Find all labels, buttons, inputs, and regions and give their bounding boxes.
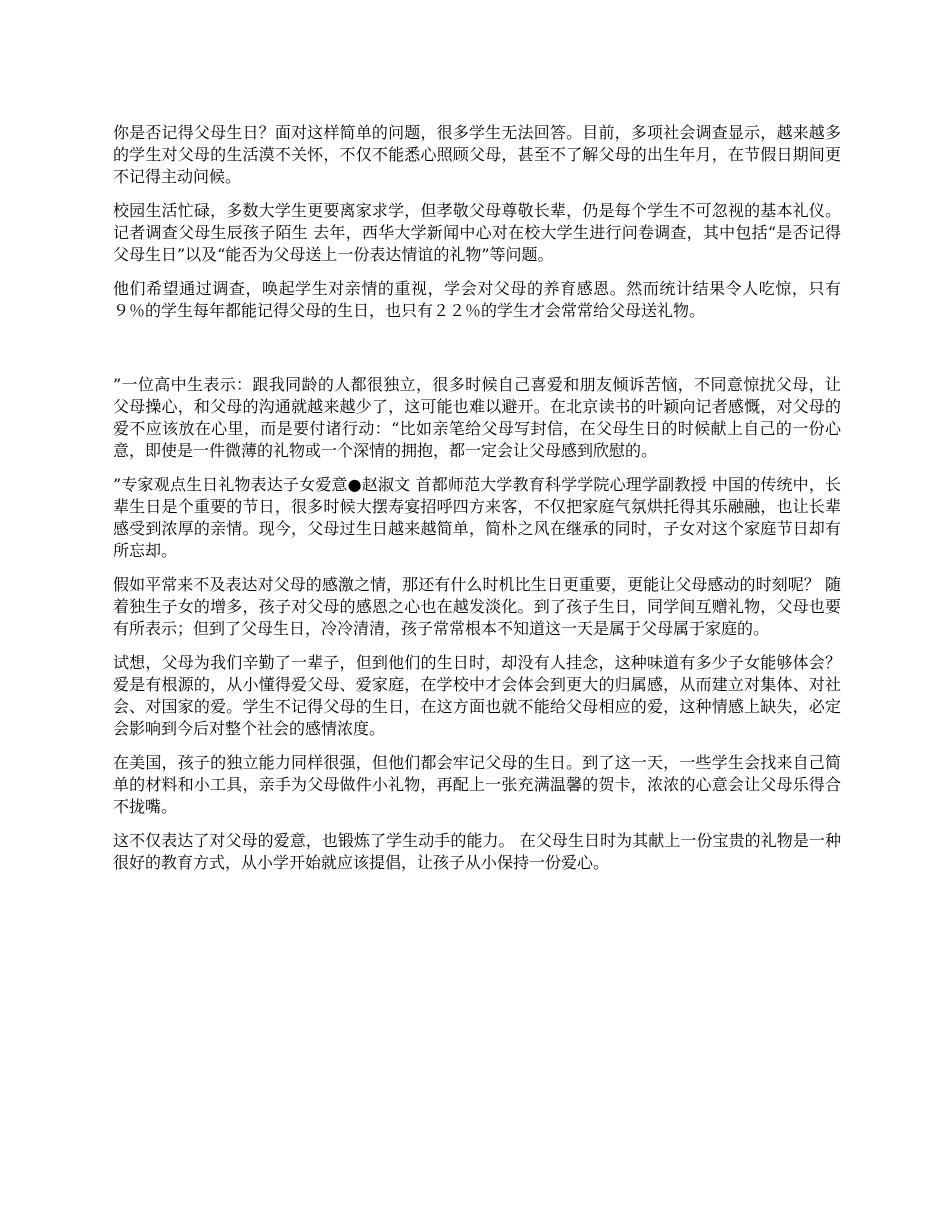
paragraph-2: 校园生活忙碌，多数大学生更要离家求学，但孝敬父母尊敬长辈，仍是每个学生不可忽视的基本礼仪。记者调查父母生辰孩子陌生 去年，西华大学新闻中心对在校大学生进行问卷调查，其中包括“是否记得父母生日”以及“能否为父母送上一份表达情谊的礼物”等问题。 xyxy=(113,201,841,264)
paragraph-8: 在美国，孩子的独立能力同样很强，但他们都会牢记父母的生日。到了这一天，一些学生会找来自己简单的材料和小工具，亲手为父母做件小礼物，再配上一张充满温馨的贺卡，浓浓的心意会让父母乐得合不拢嘴。 xyxy=(113,753,841,816)
paragraph-4: ”一位高中生表示：跟我同龄的人都很独立，很多时候自己喜爱和朋友倾诉苦恼，不同意惊扰父母，让父母操心，和父母的沟通就越来越少了，这可能也难以避开。在北京读书的叶颖向记者感慨，对父母的爱不应该放在心里，而是要付诸行动：“比如亲笔给父母写封信，在父母生日的时候献上自己的一份心意，即使是一件微薄的礼物或一个深情的拥抱，都一定会让父母感到欣慰的。 xyxy=(113,375,841,460)
paragraph-7: 试想，父母为我们辛勤了一辈子，但到他们的生日时，却没有人挂念，这种味道有多少子女能够体会？ 爱是有根源的，从小懂得爱父母、爱家庭，在学校中才会体会到更大的归属感，从而建立对集体、对社会、对国家的爱。学生不记得父母的生日，在这方面也就不能给父母相应的爱，这种情感上缺失，必定会影响到今后对整个社会的感情浓度。 xyxy=(113,653,841,738)
paragraph-6: 假如平常来不及表达对父母的感激之情，那还有什么时机比生日更重要，更能让父母感动的时刻呢？ 随着独生子女的增多，孩子对父母的感恩之心也在越发淡化。到了孩子生日，同学间互赠礼物，父母也要有所表示；但到了父母生日，冷冷清清，孩子常常根本不知道这一天是属于父母属于家庭的。 xyxy=(113,575,841,638)
paragraph-spacer xyxy=(113,334,841,374)
paragraph-3: 他们希望通过调查，唤起学生对亲情的重视，学会对父母的养育感恩。然而统计结果令人吃惊，只有９％的学生每年都能记得父母的生日，也只有２２％的学生才会常常给父母送礼物。 xyxy=(113,279,841,320)
paragraph-5: ”专家观点生日礼物表达子女爱意●赵淑文 首都师范大学教育科学学院心理学副教授 中国的传统中，长辈生日是个重要的节日，很多时候大摆寿宴招呼四方来客，不仅把家庭气氛烘托得其乐融融，也让长辈感受到浓厚的亲情。现今，父母过生日越来越简单，简朴之风在继承的同时，子女对这个家庭节日却有所忘却。 xyxy=(113,475,841,560)
paragraph-1: 你是否记得父母生日？面对这样简单的问题，很多学生无法回答。目前，多项社会调查显示，越来越多的学生对父母的生活漠不关怀，不仅不能悉心照顾父母，甚至不了解父母的出生年月，在节假日期间更不记得主动问候。 xyxy=(113,123,841,186)
document-page xyxy=(113,122,841,886)
paragraph-9: 这不仅表达了对父母的爱意，也锻炼了学生动手的能力。 在父母生日时为其献上一份宝贵的礼物是一种很好的教育方式，从小学开始就应该提倡，让孩子从小保持一份爱心。 xyxy=(113,831,841,872)
